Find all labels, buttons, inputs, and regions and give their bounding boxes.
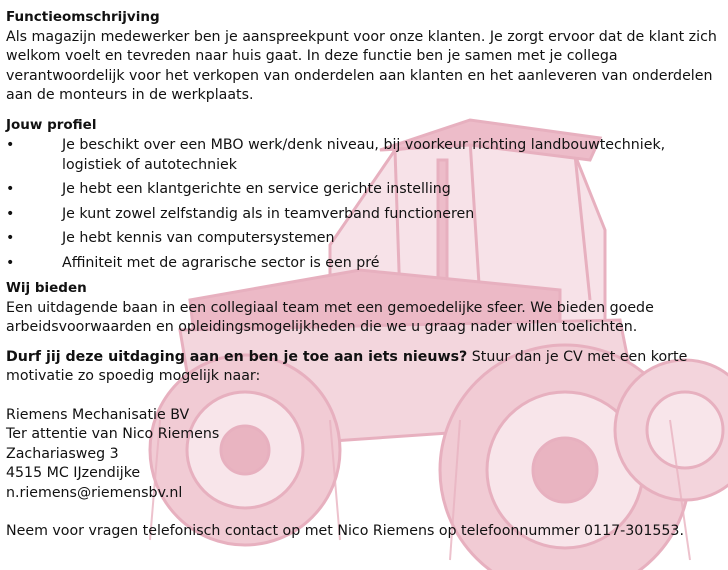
profile-item bbox=[6, 205, 722, 225]
street-address: Zachariasweg 3 bbox=[6, 445, 119, 462]
postal-city: 4515 MC IJzendijke bbox=[6, 465, 141, 481]
vacancy-document bbox=[6, 8, 722, 542]
job-description-text: Als magazijn medewerker ben je aanspreekpunt voor onze klanten. Je zorgt ervoor dat de klant zich welkom voelt en tevreden naar huis gaat. In deze functie ben je samen met je collega verantwoordelijk voor het verkopen van onderdelen aan klanten en het aanleveren van onderdelen aan de monteurs in de werkplaats. bbox=[6, 28, 717, 103]
offer-section bbox=[6, 279, 722, 338]
profile-item bbox=[6, 180, 722, 200]
job-description-heading: Functieomschrijving bbox=[6, 9, 160, 25]
offer-heading: Wij bieden bbox=[6, 280, 87, 296]
profile-list bbox=[6, 136, 722, 273]
bullet-icon: • bbox=[6, 137, 15, 153]
profile-item bbox=[6, 229, 722, 249]
bullet-icon: • bbox=[6, 254, 15, 271]
bullet-icon: • bbox=[6, 181, 15, 197]
call-to-action-instruction: Stuur dan je CV met een korte motivatie zo spoedig mogelijk naar: bbox=[6, 348, 688, 384]
profile-item-text: Affiniteit met de agrarische sector is een pré bbox=[62, 254, 380, 271]
job-description-section bbox=[6, 8, 722, 106]
call-to-action-section bbox=[6, 348, 722, 387]
profile-item-text: Je hebt een klantgerichte en service gerichte instelling bbox=[62, 181, 451, 197]
email-address[interactable]: n.riemens@riemensbv.nl bbox=[6, 484, 183, 501]
attention-line: Ter attentie van Nico Riemens bbox=[6, 426, 220, 442]
profile-item-text: Je hebt kennis van computersystemen bbox=[62, 230, 335, 246]
bullet-icon: • bbox=[6, 205, 15, 222]
call-to-action-question: Durf jij deze uitdaging aan en ben je toe aan iets nieuws? bbox=[6, 348, 468, 365]
contact-line: Neem voor vragen telefonisch contact op met Nico Riemens op telefoonnummer 0117-301553. bbox=[6, 523, 684, 539]
bullet-icon: • bbox=[6, 230, 15, 246]
address-block bbox=[6, 406, 722, 504]
call-to-action-text bbox=[6, 348, 722, 387]
profile-item bbox=[6, 254, 722, 274]
profile-heading: Jouw profiel bbox=[6, 116, 97, 133]
profile-item-text: Je kunt zowel zelfstandig als in teamverband functioneren bbox=[62, 205, 475, 222]
profile-item-text: Je beschikt over een MBO werk/denk niveau, bij voorkeur richting landbouwtechniek, logistiek of autotechniek bbox=[62, 137, 666, 173]
profile-section bbox=[6, 116, 722, 274]
profile-item bbox=[6, 136, 722, 175]
offer-text: Een uitdagende baan in een collegiaal team met een gemoedelijke sfeer. We bieden goede arbeidsvoorwaarden en opleidingsmogelijkheden die we u graag nader willen toelichten. bbox=[6, 299, 654, 335]
company-name: Riemens Mechanisatie BV bbox=[6, 406, 190, 423]
